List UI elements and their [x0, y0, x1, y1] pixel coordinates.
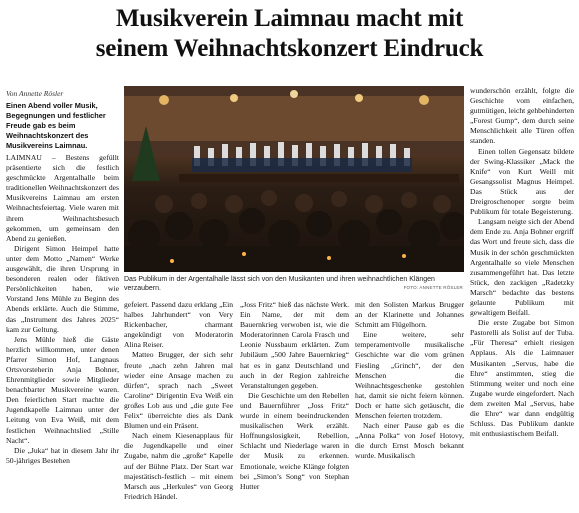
- author-byline: Von Annette Rösler: [6, 89, 64, 98]
- paragraph: Nach einem Kiesenapplaus für die Jugendkapelle und einer Zugabe, nahm die „große“ Kapelle auf der Bühne Platz. Der Start war majestätisch-festlich – mit einem Marsch aus „Herkules“ von Georg Friedrich Händel.: [124, 431, 233, 501]
- paragraph: LAIMNAU – Bestens gefüllt präsentierte sich die festlich geschmückte Argentalhalle beim traditionellen Weihnachtskonzert des Musikvereins Laimnau am ersten Weihnachtsfeiertag. Viele waren mit ihrem Weihnachtsbesuch gekommen, um gemeinsam den Abend zu genießen.: [6, 153, 119, 243]
- paragraph: Langsam neigte sich der Abend dem Ende zu. Anja Bohner ergriff das Wort und freute sich, dass die Musik in der schön geschmückten Argentalhalle so viele Menschen zusammengeführt hat. Das letzte Stück, den zackigen „Radetzky Marsch“ bedachte das bestens gelaunte Publikum mit gewaltigem Beifall.: [470, 217, 574, 318]
- paragraph: wunderschön erzählt, folgte die Geschichte vom einfachen, gutmütigen, leicht gehbehinderten „Forest Gump“, dem durch seine Menschlichkeit alle Türen offen standen.: [470, 86, 574, 146]
- headline-line-2: seinem Weihnachtskonzert Eindruck: [95, 35, 484, 62]
- photo-caption: Das Publikum in der Argentalhalle lässt sich von den Musikanten und ihren weihnachtlichen Klängen verzaubern.: [124, 276, 435, 292]
- paragraph: Einen tollen Gegensatz bildete der Swing-Klassiker „Mack the Knife“ von Kurt Weill mit Gesangssolist Magnus Heimpel. Das Stück aus der Dreigroschenoper sorgte beim Publikum für totale Begeisterung.: [470, 146, 574, 217]
- paragraph: Eine weitere, sehr temperamentvolle musikalische Geschichte war die vom grünen Fiesling „Grinch“, der den Menschen die Weihnachtsgeschenke gestohlen hat, damit sie nicht feiern können. Doch er hatte sich getäuscht, die Menschen feierten trotzdem.: [355, 330, 464, 421]
- paragraph: Jens Mühle hieß die Gäste herzlich willkommen, unter denen Pfarrer Simon Hof, Langnaus Ortsvorsteherin Anja Bohner, Ehrenmitglieder sowie Mitglieder benachbarter Musikvereine waren. Den feierlichen Start machte die Jugendkapelle Laimnau unter der Leitung von Eva Weiß, mit dem festlichen Weihnachtslied „Stille Nacht“.: [6, 334, 119, 445]
- column-4: [355, 300, 464, 462]
- headline-line-1: Musikverein Laimnau macht mit: [115, 5, 464, 32]
- photo-credit: FOTO: ANNETTE RÖSLER: [403, 285, 463, 290]
- lead-paragraph: Einen Abend voller Musik, Begegnungen und festlicher Freude gab es beim Weihnachtskonzert des Musikvereins Laimnau.: [6, 101, 106, 150]
- paragraph: mit den Solisten Markus Brugger an der Klarinette und Johannes Schmitt am Flügelhorn.: [355, 300, 464, 330]
- paragraph: Die „Juka“ hat in diesem Jahr ihr 50-jähriges Bestehen: [6, 445, 119, 465]
- article-headline: [0, 4, 579, 64]
- paragraph: Dirigent Simon Heimpel hatte unter dem Motto „Namen“ Werke ausgewählt, die ihren Ursprung in besonderen realen oder fiktiven Persönlichkeiten haben, wie Vorstand Jens Mühle zu Beginn des Abends erklärte. Auch die Stimme, das „Instrument des Jahres 2025“ kam zur Geltung.: [6, 243, 119, 334]
- column-5: [470, 86, 574, 439]
- paragraph: Matteo Brugger, der sich sehr freute „nach zehn Jahren mal wieder eine Ansage machen zu dürfen“, sprach nach „Sweet Caroline“ Dirigentin Eva Weiß ein großes Lob aus und „die gute Fee Felix“ überreichte dies als Dank Blumen und ein Präsent.: [124, 350, 233, 431]
- concert-photo: [124, 86, 464, 272]
- concert-photo-illustration: [124, 86, 464, 272]
- paragraph: gefeiert. Passend dazu erklang „Ein halbes Jahrhundert“ von Very Rickenbacher, charmant angekündigt von Moderatorin Alina Reiser.: [124, 300, 233, 350]
- column-1: [6, 153, 119, 466]
- column-2: [124, 300, 233, 502]
- paragraph: Die erste Zugabe bot Simon Pastorelli als Solist auf der Tuba. „Für Theresa“ erhielt riesigen Applaus. Als die Laimnauer Musikanten „Servus, habe die Ehre“ anstimmten, stieg die Stimmung weiter und noch eine Zugabe wurde eingefordert. Nach dem zweiten Mal „Servus, habe die Ehre“ war dann endgültig Schluss. Das Publikum dankte mit enthusiastischem Beifall.: [470, 318, 574, 439]
- paragraph: Die Geschichte um den Rebellen und Bauernführer „Joss Fritz“ wurde in einem beeindruckenden musikalischen Werk erzählt. Hoffnungslosigkeit, Rebellion, Schlacht und Niederlage waren in der Musik zu erkennen. Emotionale, weiche Klänge folgten bei „Simon’s Song“ von Stephan Hutter: [240, 390, 349, 491]
- paragraph: Nach einer Pause gab es die „Anna Polka“ von Josef Hotovy, die durch Ernst Mosch bekannt wurde. Musikalisch: [355, 421, 464, 461]
- paragraph: „Joss Fritz“ hieß das nächste Werk. Ein Name, der mit dem Bauernkrieg verwoben ist, wie die Moderatorinnen Carola Frasch und Leonie Nussbaum erklärten. Zum Jubiläum „500 Jahre Bauernkrieg“ hat es in ganz Deutschland und auch in der Region zahlreiche Veranstaltungen gegeben.: [240, 300, 349, 390]
- column-3: [240, 300, 349, 492]
